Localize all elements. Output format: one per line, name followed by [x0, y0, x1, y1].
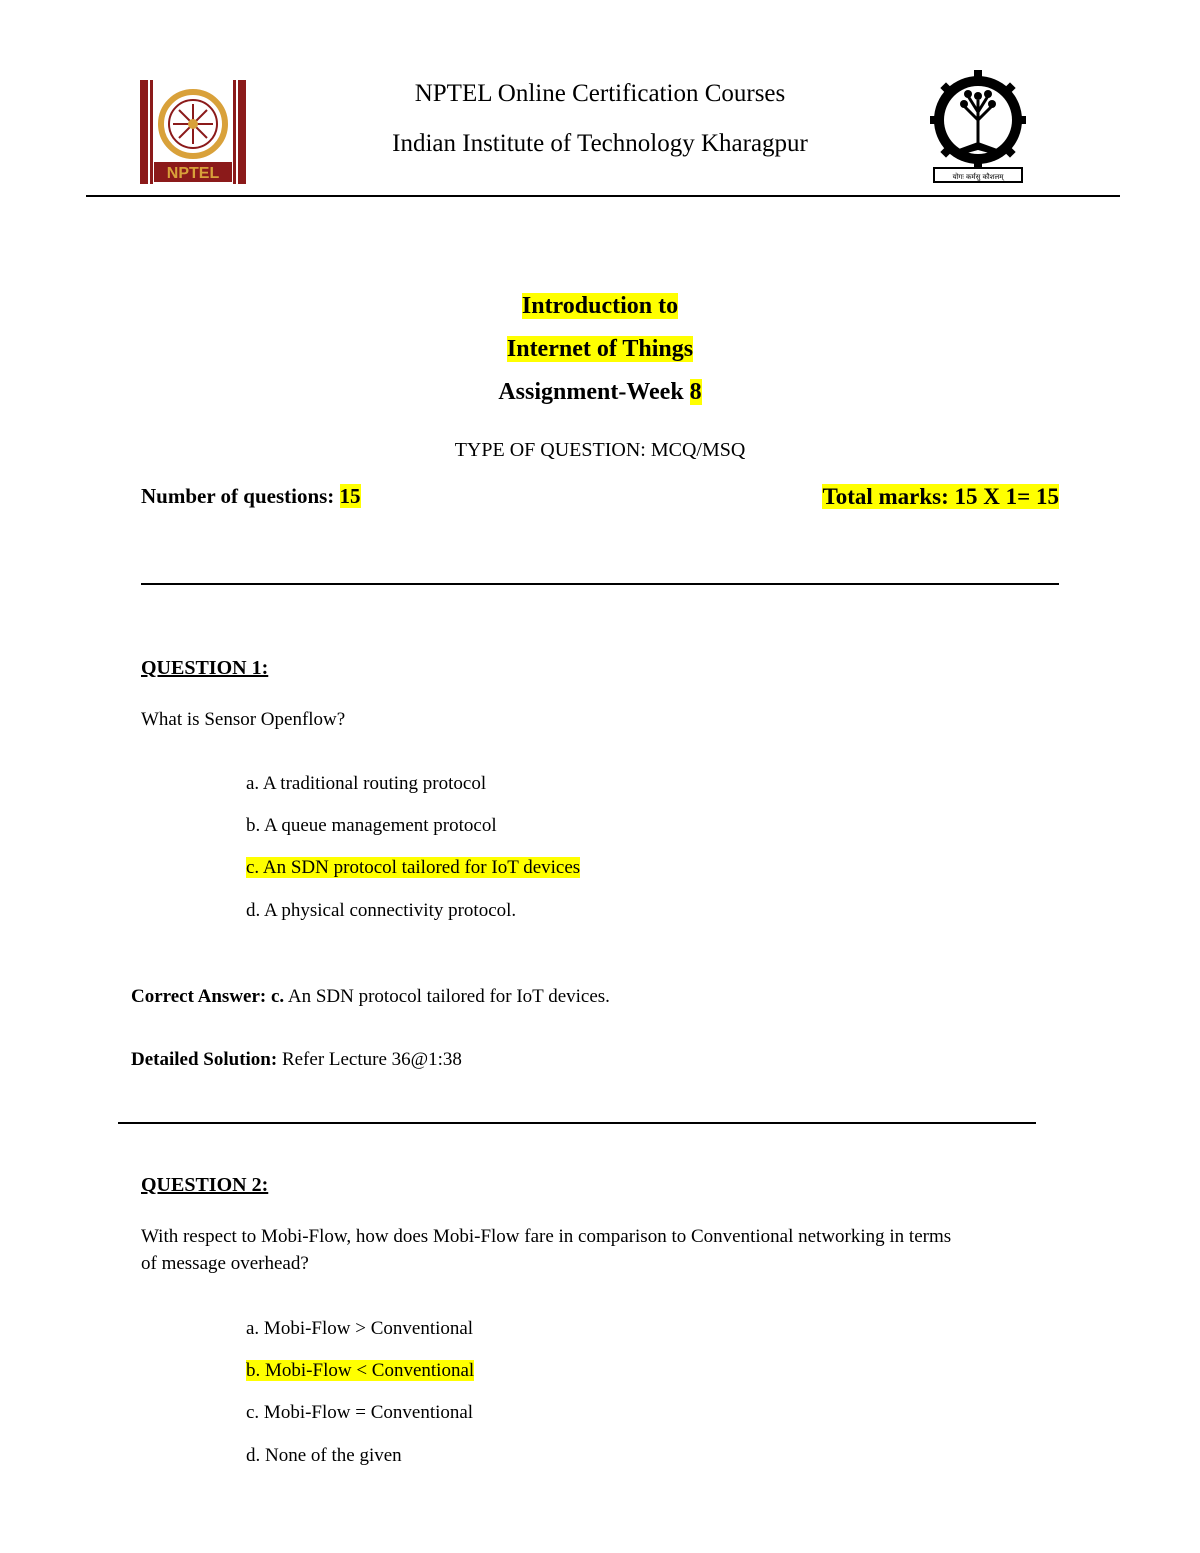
total-marks: Total marks: 15 X 1= 15: [822, 484, 1059, 509]
question-type: TYPE OF QUESTION: MCQ/MSQ: [454, 439, 746, 461]
question-2-text-line-2: of message overhead?: [141, 1253, 309, 1274]
question-1-option-a: a. A traditional routing protocol: [246, 773, 487, 794]
title-line-2: Internet of Things: [506, 336, 694, 362]
svg-text:योगः कर्मसु कौशलम्: योगः कर्मसु कौशलम्: [952, 173, 1004, 181]
question-1-option-d: d. A physical connectivity protocol.: [246, 900, 517, 921]
question-2-option-c: c. Mobi-Flow = Conventional: [246, 1402, 474, 1423]
header-divider: [86, 195, 1120, 197]
question-1-heading: QUESTION 1:: [141, 657, 269, 679]
question-2-option-a: a. Mobi-Flow > Conventional: [246, 1318, 474, 1339]
title-line-3: Assignment-Week 8: [498, 379, 702, 405]
iit-kharagpur-logo: [926, 70, 1030, 184]
title-line-1: Introduction to: [521, 293, 679, 319]
num-questions: Number of questions: 15: [141, 484, 361, 508]
question-2-option-b: b. Mobi-Flow < Conventional: [246, 1360, 475, 1381]
svg-text:NPTEL: NPTEL: [166, 165, 220, 182]
question-2-heading: QUESTION 2:: [141, 1174, 269, 1196]
question-1-correct-answer: Correct Answer: c. An SDN protocol tailored for IoT devices.: [131, 986, 610, 1007]
question-2-text-line-1: With respect to Mobi-Flow, how does Mobi-Flow fare in comparison to Conventional networking in terms: [141, 1226, 952, 1247]
question-2-option-d: d. None of the given: [246, 1445, 402, 1466]
section-divider-1: [141, 583, 1059, 585]
question-1-detailed-solution: Detailed Solution: Refer Lecture 36@1:38: [131, 1049, 462, 1070]
question-1-text: What is Sensor Openflow?: [141, 709, 346, 730]
question-1-option-c: c. An SDN protocol tailored for IoT devices: [246, 857, 581, 878]
header-line-2: Indian Institute of Technology Kharagpur: [392, 130, 808, 157]
header-line-1: NPTEL Online Certification Courses: [414, 80, 786, 107]
section-divider-2: [118, 1122, 1036, 1124]
question-1-option-b: b. A queue management protocol: [246, 815, 497, 836]
